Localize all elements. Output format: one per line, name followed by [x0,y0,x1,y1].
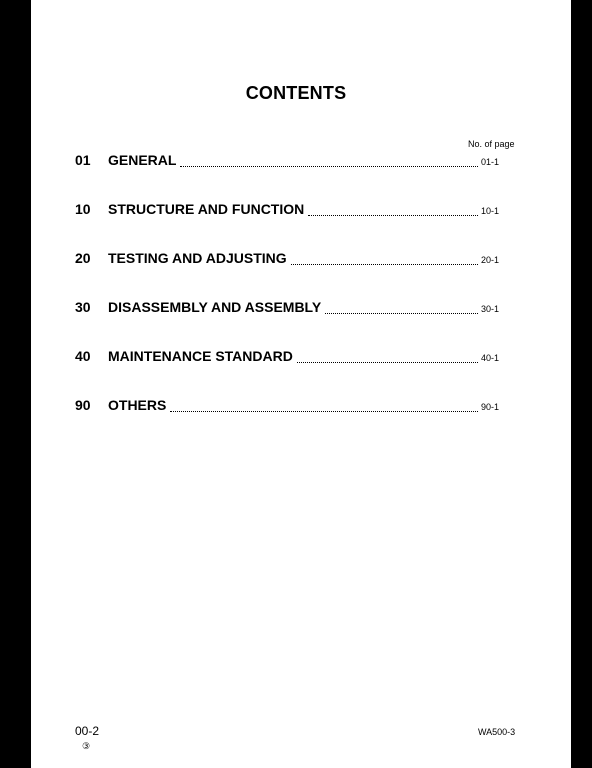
dot-leader [180,165,478,167]
toc-entry-maintenance-standard[interactable] [75,348,503,368]
toc-entry-label: DISASSEMBLY AND ASSEMBLY [108,299,322,315]
dot-leader [297,361,478,363]
toc-entry-label: MAINTENANCE STANDARD [108,348,293,364]
toc-entry-page: 20-1 [481,255,500,265]
toc-entry-label: GENERAL [108,152,177,168]
toc-entry-disassembly-and-assembly[interactable] [75,299,503,319]
toc-entry-general[interactable] [75,152,503,172]
toc-entry-number: 10 [75,201,91,217]
toc-entry-page: 40-1 [481,353,500,363]
toc-entry-others[interactable] [75,397,503,417]
toc-entry-page: 01-1 [481,157,500,167]
toc-entry-label: OTHERS [108,397,167,413]
toc-entry-label: STRUCTURE AND FUNCTION [108,201,305,217]
dot-leader [170,410,478,412]
toc-entry-structure-and-function[interactable] [75,201,503,221]
dot-leader [291,263,478,265]
page-title: CONTENTS [245,83,347,103]
dot-leader [325,312,478,314]
toc-entry-number: 20 [75,250,91,266]
revision-mark: ③ [82,741,91,751]
dot-leader [308,214,478,216]
document-page [31,0,571,768]
toc-entry-number: 30 [75,299,91,315]
toc-entry-page: 10-1 [481,206,500,216]
toc-entry-number: 40 [75,348,91,364]
page-column-header: No. of page [468,139,515,149]
toc-entry-page: 30-1 [481,304,500,314]
footer-page-number: 00-2 [75,724,100,738]
toc-entry-testing-and-adjusting[interactable] [75,250,503,270]
toc-entry-page: 90-1 [481,402,500,412]
toc-entry-number: 90 [75,397,91,413]
footer-model: WA500-3 [478,727,516,737]
toc-entry-label: TESTING AND ADJUSTING [108,250,287,266]
toc-entry-number: 01 [75,152,91,168]
